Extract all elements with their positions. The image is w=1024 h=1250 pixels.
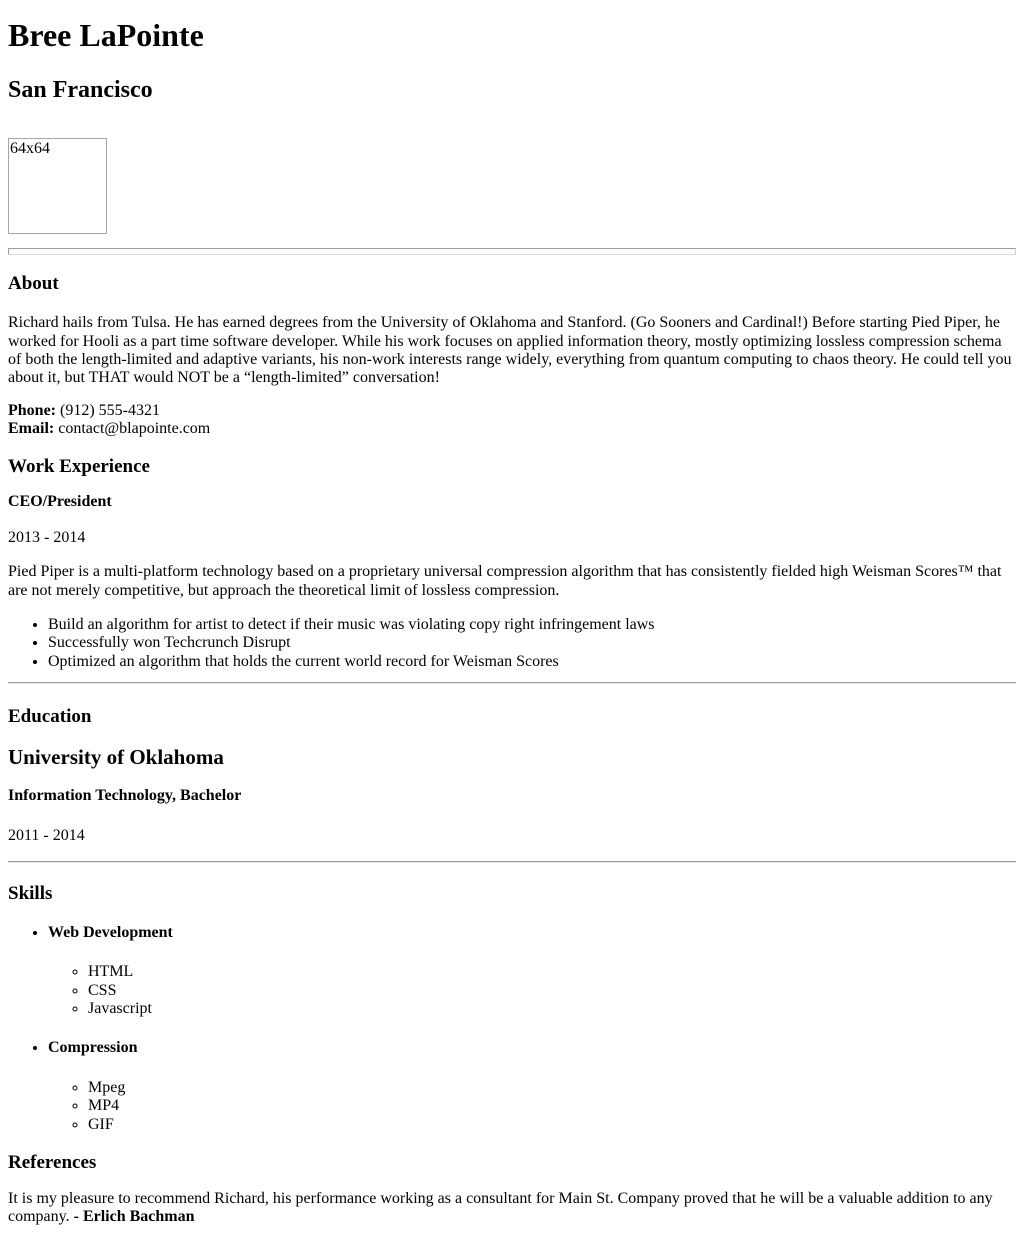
work-experience-heading: Work Experience	[8, 455, 150, 477]
header-divider	[8, 248, 1016, 255]
job-title: CEO/President	[8, 493, 112, 511]
highlight-item: • Optimized an algorithm that holds the current world record for Weisman Scores	[48, 653, 1016, 671]
job-highlights-list	[8, 616, 1016, 671]
about-bio: Richard hails from Tulsa. He has earned degrees from the University of Oklahoma and Stanford. (Go Sooners and Cardinal!) Before starting Pied Piper, he worked for Hooli as a part time software developer. While his work focuses on applied information theory, mostly optimizing lossless compression schema of both the length-limited and adaptive variants, his non-work interests range widely, everything from quantum computing to chaos theory. He could tell you about it, but THAT would NOT be a “length-limited” conversation!	[8, 314, 1012, 387]
education-heading: Education	[8, 706, 92, 728]
reference-attribution: - Erlich Bachman	[73, 1208, 195, 1226]
job-dates: 2013 - 2014	[8, 528, 86, 546]
skill-group	[48, 924, 1016, 1019]
skill-item: ◦ Javascript	[88, 1000, 1016, 1018]
skills-heading: Skills	[8, 882, 53, 904]
reference-text	[8, 1190, 1016, 1227]
skills-list	[8, 924, 1016, 1134]
email-label: Email:	[8, 420, 55, 438]
highlight-item: • Build an algorithm for artist to detect if their music was violating copy right infringement laws	[48, 616, 1016, 634]
skill-item: ◦ Mpeg	[88, 1079, 1016, 1097]
skill-item: ◦ MP4	[88, 1097, 1016, 1115]
profile-image-placeholder	[8, 138, 107, 234]
skill-item: ◦ GIF	[88, 1116, 1016, 1134]
reference-quote: It is my pleasure to recommend Richard, his performance working as a consultant for Main St. Company proved that he will be a valuable addition to any company.	[8, 1189, 993, 1226]
phone-value: (912) 555-4321	[60, 401, 160, 419]
education-dates: 2011 - 2014	[8, 826, 85, 844]
section-divider	[8, 682, 1016, 684]
location-heading: San Francisco	[8, 76, 153, 103]
skill-group-title: • Web Development	[48, 923, 173, 941]
job-description: Pied Piper is a multi-platform technology based on a proprietary universal compression algorithm that has consistently fielded high Weisman Scores™ that are not merely competitive, but approach the theoretical limit of lossless compression.	[8, 563, 1002, 599]
name-heading: Bree LaPointe	[8, 17, 204, 53]
contact-info	[8, 402, 1016, 439]
image-alt-text: 64x64	[10, 140, 50, 158]
email-value: contact@blapointe.com	[58, 420, 211, 438]
highlight-item: • Successfully won Techcrunch Disrupt	[48, 634, 1016, 652]
about-heading: About	[8, 273, 59, 295]
skill-item: ◦ CSS	[88, 982, 1016, 1000]
skill-sublist	[48, 1079, 1016, 1134]
phone-label: Phone:	[8, 401, 56, 419]
skill-sublist	[48, 963, 1016, 1018]
references-heading: References	[8, 1151, 97, 1173]
skill-group-title: • Compression	[48, 1039, 138, 1057]
skill-group	[48, 1039, 1016, 1134]
section-divider	[8, 861, 1016, 863]
skill-item: ◦ HTML	[88, 963, 1016, 981]
degree: Information Technology, Bachelor	[8, 787, 242, 805]
school-name: University of Oklahoma	[8, 745, 224, 769]
